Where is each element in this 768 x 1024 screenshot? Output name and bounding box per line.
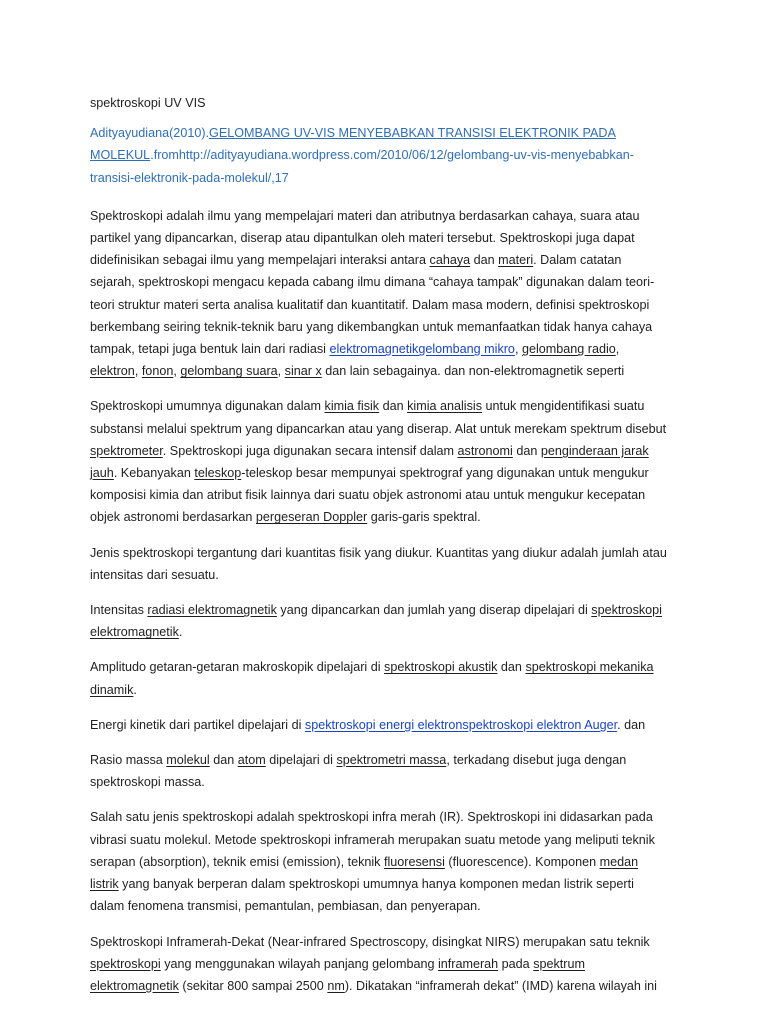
link-spektroskopi-energi-elektron[interactable]: spektroskopi energi elektronspektroskopi elektron Auger xyxy=(304,717,618,732)
text-run: . xyxy=(178,625,183,640)
text-run: dan xyxy=(512,443,541,458)
document-title: spektroskopi UV VIS xyxy=(90,96,206,110)
link-radiasi-elektromagnetik[interactable]: radiasi elektromagnetik xyxy=(147,603,277,618)
link-elektromagnetik[interactable]: elektromagnetikgelombang mikro xyxy=(329,342,515,357)
link-teleskop[interactable]: teleskop xyxy=(194,466,242,481)
link-elektron[interactable]: elektron xyxy=(90,364,135,379)
text-run: -teleskop besar mempunyai spektrograf yang digunakan untuk mengukur komposisi kimia dan atribut fisik lainnya dari suatu objek astronomi atau untuk mengukur kecepatan objek astronomi berdasarkan xyxy=(90,466,649,525)
text-run: , xyxy=(615,342,620,357)
citation-link[interactable]: GELOMBANG UV-VIS MENYEBABKAN TRANSISI ELEKTRONIK PADA MOLEKUL xyxy=(90,126,616,163)
text-run: (fluorescence). Komponen xyxy=(444,854,600,869)
link-atom[interactable]: atom xyxy=(237,753,266,768)
paragraph-near-infrared xyxy=(90,931,668,998)
text-run: , xyxy=(134,364,142,379)
text-run: . Kebanyakan xyxy=(113,466,195,481)
citation xyxy=(90,122,668,189)
text-run: dan xyxy=(470,253,499,268)
link-spektroskopi-akustik[interactable]: spektroskopi akustik xyxy=(384,660,498,675)
link-gelombang-radio[interactable]: gelombang radio xyxy=(521,342,616,357)
link-nm[interactable]: nm xyxy=(327,978,345,993)
link-fonon[interactable]: fonon xyxy=(141,364,174,379)
link-spektroskopi-mekanika-dinamik[interactable]: spektroskopi mekanika dinamik xyxy=(90,660,654,697)
paragraph-amplitude xyxy=(90,656,668,700)
text-run: dan xyxy=(497,660,526,675)
text-run: dan xyxy=(379,399,408,414)
link-molekul[interactable]: molekul xyxy=(166,753,210,768)
text-run: yang banyak berperan dalam spektroskopi umumnya hanya komponen medan listrik seperti dalam fenomena transmisi, pemantulan, pembiasan, dan penyerapan. xyxy=(90,877,634,914)
text-run: yang dipancarkan dan jumlah yang diserap dipelajari di xyxy=(276,603,592,618)
citation-author: Adityayudiana(2010). xyxy=(90,126,210,141)
link-spektroskopi-elektromagnetik[interactable]: spektroskopi elektromagnetik xyxy=(90,603,662,640)
text-run: yang menggunakan wilayah panjang gelombang xyxy=(160,956,438,971)
paragraph-uses xyxy=(90,395,668,528)
text-run: untuk mengidentifikasi suatu substansi melalui spektrum yang dipancarkan atau yang diserap. Alat untuk merekam spektrum disebut xyxy=(90,399,667,436)
paragraph-intensity xyxy=(90,599,668,643)
paragraph-definition xyxy=(90,205,668,383)
text-run: , xyxy=(277,364,285,379)
paragraph-mass-ratio xyxy=(90,749,668,793)
text-run: dipelajari di xyxy=(265,753,337,768)
text-run: Salah satu jenis spektroskopi adalah spektroskopi infra merah (IR). Spektroskopi ini didasarkan pada vibrasi suatu molekul. Metode spektroskopi inframerah merupakan suatu metode yang meliputi teknik serapan (absorption), teknik emisi (emission), teknik xyxy=(90,810,655,869)
paragraph-infrared xyxy=(90,806,668,917)
text-run: , terkadang disebut juga dengan spektroskopi massa. xyxy=(90,753,627,790)
link-spektrometer[interactable]: spektrometer xyxy=(90,443,163,458)
link-astronomi[interactable]: astronomi xyxy=(457,443,513,458)
link-spektrometri-massa[interactable]: spektrometri massa xyxy=(336,753,447,768)
text-run: dan xyxy=(209,753,238,768)
citation-source: .fromhttp://adityayudiana.wordpress.com/2010/06/12/gelombang-uv-vis-menyebabkan-transisi-elektronik-pada-molekul/,17 xyxy=(90,148,634,185)
link-gelombang-suara[interactable]: gelombang suara xyxy=(180,364,278,379)
text-run: , xyxy=(514,342,522,357)
link-pergeseran-doppler[interactable]: pergeseran Doppler xyxy=(255,510,368,525)
link-spektroskopi[interactable]: spektroskopi xyxy=(90,956,161,971)
link-kimia-analisis[interactable]: kimia analisis xyxy=(407,399,482,414)
link-inframerah[interactable]: inframerah xyxy=(437,956,499,971)
link-fluoresensi[interactable]: fluoresensi xyxy=(383,854,445,869)
text-run: Intensitas xyxy=(90,603,148,618)
link-materi[interactable]: materi xyxy=(498,253,534,268)
text-run: Amplitudo getaran-getaran makroskopik dipelajari di xyxy=(90,660,385,675)
text-run: . xyxy=(133,682,137,697)
link-sinar-x[interactable]: sinar x xyxy=(284,364,322,379)
link-medan-listrik[interactable]: medan listrik xyxy=(90,854,639,892)
text-run: Energi kinetik dari partikel dipelajari di xyxy=(90,717,305,732)
text-run: . Spektroskopi juga digunakan secara intensif dalam xyxy=(162,443,458,458)
link-spektrum-elektromagnetik[interactable]: spektrum elektromagnetik xyxy=(90,956,585,993)
text-run: ). Dikatakan “inframerah dekat” (IMD) karena wilayah ini xyxy=(344,978,657,993)
text-run: (sekitar 800 sampai 2500 xyxy=(178,978,328,993)
paragraph-kinetic-energy xyxy=(90,714,668,736)
text-run: . dan xyxy=(617,717,646,732)
link-cahaya[interactable]: cahaya xyxy=(429,253,471,268)
link-penginderaan-jarak-jauh[interactable]: penginderaan jarak jauh xyxy=(90,443,649,481)
text-run: Spektroskopi adalah ilmu yang mempelajari materi dan atributnya berdasarkan cahaya, suara atau partikel yang dipancarkan, diserap atau dipantulkan oleh materi tersebut. Spektroskopi juga dapat didefinisikan sebagai ilmu yang mempelajari interaksi antara xyxy=(90,208,640,268)
text-run: garis-garis spektral. xyxy=(367,510,481,525)
text-run: . Dalam catatan sejarah, spektroskopi mengacu kepada cabang ilmu dimana “cahaya tampak” digunakan dalam teori-teori struktur materi serta analisa kualitatif dan kuantitatif. Dalam masa modern, definisi spektroskopi berkembang seiring teknik-teknik baru yang dikembangkan untuk memanfaatkan tidak hanya cahaya tampak, tetapi juga bentuk lain dari radiasi xyxy=(90,253,655,357)
link-kimia-fisik[interactable]: kimia fisik xyxy=(324,399,380,414)
text-run: dan lain sebagainya. dan non-elektromagnetik seperti xyxy=(321,364,625,379)
text-run: Spektroskopi umumnya digunakan dalam xyxy=(90,399,325,414)
text-run: Spektroskopi Inframerah-Dekat (Near-infrared Spectroscopy, disingkat NIRS) merupakan satu teknik xyxy=(90,934,650,949)
text-run: pada xyxy=(498,956,534,971)
text-run: Rasio massa xyxy=(90,753,167,768)
text-run: , xyxy=(173,364,181,379)
paragraph-types: Jenis spektroskopi tergantung dari kuantitas fisik yang diukur. Kuantitas yang diukur adalah jumlah atau intensitas dari sesuatu. xyxy=(90,545,667,582)
